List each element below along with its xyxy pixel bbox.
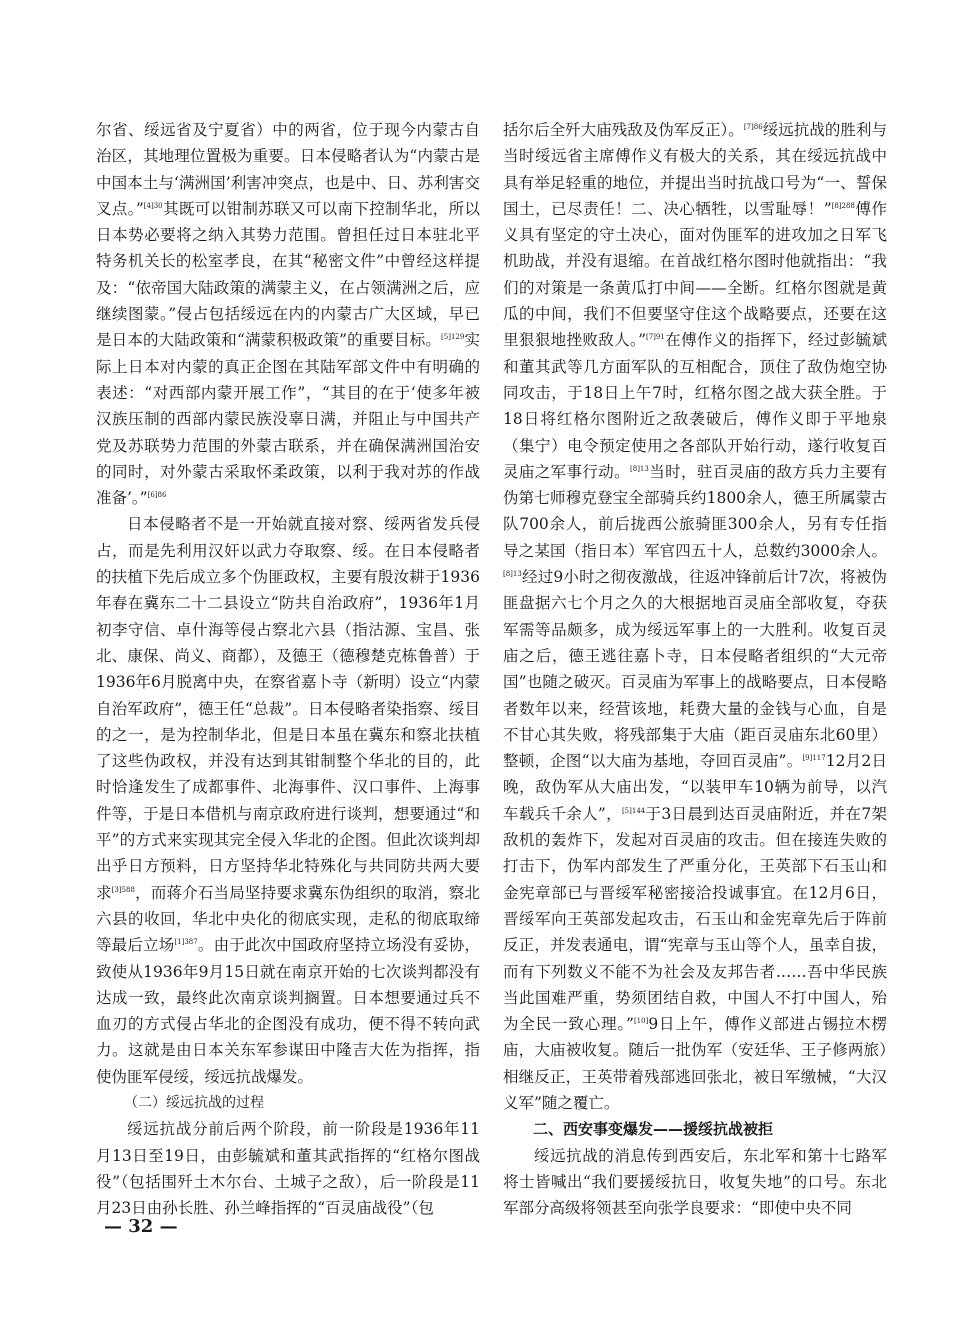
subsection-heading (96, 1090, 480, 1116)
citation-ref: [9]117 (802, 754, 826, 763)
right-column (503, 117, 887, 1221)
paragraph (503, 1143, 887, 1222)
text-run: 绥远抗战的胜利与当时绥远省主席傅作义有极大的关系，其在绥远抗战中具有举足轻重的地位，并提出当时抗战口号为“一、誓保国土，已尽责任！二、决心牺牲，以雪耻辱！” (503, 121, 887, 218)
text-run: 尔省、绥远省及宁夏省）中的两省，位于现今内蒙古自治区，其地理位置极为重要。日本侵略者认为“内蒙古是中国本土与‘满洲国’利害冲突点，也是中、日、苏利害交叉点。” (96, 121, 480, 218)
citation-ref: [5]129 (441, 333, 465, 342)
text-run: 其既可以钳制苏联又可以南下控制华北，所以日本势必要将之纳入其势力范围。曾担任过日本驻北平特务机关长的松室孝良，在其“秘密文件”中曾经这样提及：“依帝国大陆政策的满蒙主义，在占领满洲之后，应继续图蒙。”侵占包括绥远在内的内蒙古广大区域，早已是日本的大陆政策和“满蒙积极政策”的重要目标。 (96, 199, 480, 350)
citation-ref: [8]13 (503, 570, 522, 579)
citation-ref: [8]13 (630, 464, 649, 473)
text-run: 绥远抗战的消息传到西安后，东北军和第十七路军将士皆喊出“我们要援绥抗日，收复失地”的口号。东北军部分高级将领甚至向张学良要求：“即使中央不同 (503, 1146, 887, 1218)
citation-ref: [7]91 (646, 333, 665, 342)
paragraph (96, 1116, 480, 1221)
citation-ref: [4]30 (143, 201, 163, 210)
citation-ref: [7]86 (743, 123, 763, 131)
section-heading (503, 1116, 887, 1142)
citation-ref: [3]588 (111, 885, 135, 894)
text-run: 12月2日晚，敌伪军从大庙出发，“以装甲车10辆为前导，以汽车载兵千余人”， (503, 752, 887, 823)
page-number: — 32 — (104, 1216, 178, 1237)
text-run: 实际上日本对内蒙的真正企图在其陆军部文件中有明确的表述：“对西部内蒙开展工作”，“其目的在于‘使多年被汉族压制的西部内蒙民族没辜日满，并阻止与中国共产党及苏联势力范围的外蒙古联系，并在确保满洲国治安的同时，对外蒙古采取怀柔政策，以利于我对苏的作战准备’。” (96, 331, 480, 508)
paragraph-continued (503, 117, 887, 1116)
left-column (96, 117, 480, 1221)
citation-ref: [6]86 (147, 491, 167, 500)
text-run: 日本侵略者不是一开始就直接对察、绥两省发兵侵占，而是先利用汉奸以武力夺取察、绥。在日本侵略者的扶植下先后成立多个伪匪政权，主要有殷汝耕于1936年春在冀东二十二县设立“防共自治政府”，1936年1月初李守信、卓什海等侵占察北六县（指沽源、宝昌、张北、康保、尚义、商都），及德王（德穆楚克栋鲁普）于1936年6月脱离中央，在察省嘉卜寺（新明）设立“内蒙自治军政府”，德王任“总裁”。日本侵略者染指察、绥目的之一，是为控制华北，但是日本虽在冀东和察北扶植了这些伪政权，并没有达到其钳制整个华北的目的，此时恰逢发生了成都事件、北海事件、汉口事件、上海事件等，于是日本借机与南京政府进行谈判，想要通过“和平”的方式来实现其完全侵入华北的企图。但此次谈判却出乎日方预料，日方坚持华北特殊化与共同防共两大要求 (96, 515, 480, 902)
citation-ref: [8]288 (831, 201, 855, 210)
text-run: 9日上午，傅作义部进占锡拉木楞庙，大庙被收复。随后一批伪军（安廷华、王子修两旅）相继反正，王英带着残部逃回张北，被日军缴械，“大汉义军”随之覆亡。 (503, 1015, 887, 1112)
text-run: 经过9小时之彻夜激战，往返冲锋前后计7次，将被伪匪盘据六七个月之久的大根据地百灵庙全部收复，夺获军需等品颇多，成为绥远军事上的一大胜利。收复百灵庙之后，德王逃往嘉卜寺，日本侵略者组织的“大元帝国”也随之破灭。百灵庙为军事上的战略要点，日本侵略者数年以来，经营该地，耗费大量的金钱与心血，自是不甘心其失败，将残部集于大庙（距百灵庙东北60里）整顿，企图“以大庙为基地，夺回百灵庙”。 (503, 568, 887, 771)
text-run: 绥远抗战分前后两个阶段，前一阶段是1936年11月13日至19日，由彭毓斌和董其武指挥的“红格尔图战役”（包括围歼土木尔台、土城子之敌），后一阶段是11月23日由孙长胜、孙兰峰指挥的“百灵庙战役”（包 (96, 1120, 480, 1218)
text-run: 二、西安事变爆发——援绥抗战被拒 (533, 1120, 774, 1139)
text-run: 。由于此次中国政府坚持立场没有妥协，致使从1936年9月15日就在南京开始的七次谈判都没有达成一致，最终此次南京谈判搁置。日本想要通过兵不血刃的方式侵占华北的企图没有成功，便不得不转向武力。这就是由日本关东军参谋田中隆吉大佐为指挥，指使伪匪军侵绥，绥远抗战爆发。 (96, 936, 480, 1086)
text-run: 当时，驻百灵庙的敌方兵力主要有伪第七师穆克登宝全部骑兵约1800余人，德王所属蒙古队700余人，前后拢西公旅骑匪300余人，另有专任指导之某国（指日本）军官四五十人，总数约3000余人。 (503, 462, 887, 560)
text-run: 傅作义具有坚定的守土决心，面对伪匪军的进攻加之日军飞机助战，并没有退缩。在首战红格尔图时他就指出：“我们的对策是一条黄瓜打中间——全断。红格尔图就是黄瓜的中间，我们不但要坚守住这个战略要点，还要在这里狠狠地挫败敌人。” (503, 199, 887, 350)
text-run: 在傅作义的指挥下，经过彭毓斌和董其武等几方面军队的互相配合，顶住了敌伪炮空协同攻击，于18日上午7时，红格尔图之战大获全胜。于18日将红格尔图附近之敌袭破后，傅作义即于平地泉（集宁）电令预定使用之各部队开始行动，遂行收复百灵庙之军事行动。 (503, 331, 887, 481)
citation-ref: [5]144 (621, 806, 646, 815)
text-run: （二）绥远抗战的过程 (124, 1094, 264, 1111)
citation-ref: [1]387 (174, 938, 198, 947)
citation-ref: [10] (633, 1017, 649, 1026)
text-run: 于3日晨到达百灵庙附近，并在7架敌机的轰炸下，发起对百灵庙的攻击。但在接连失败的打击下，伪军内部发生了严重分化，王英部下石玉山和金宪章部已与晋绥军秘密接洽投诚事宜。在12月6日，晋绥军向王英部发起攻击，石玉山和金宪章先后于阵前反正，并发表通电，谓“宪章与玉山等个人，虽幸自拔，而有下列数义不能不为社会及友邦告者……吾中华民族当此国难严重，势须团结自救，中国人不打中国人，殆为全民一致心理。” (503, 804, 887, 1034)
text-run: 括尔后全歼大庙残敌及伪军反正）。 (503, 121, 744, 139)
paragraph (96, 511, 480, 1090)
text-run: ，而蒋介石当局坚持要求冀东伪组织的取消，察北六县的收回，华北中央化的彻底实现，走私的彻底取缔等最后立场 (96, 883, 480, 955)
paragraph-continued (96, 117, 480, 511)
